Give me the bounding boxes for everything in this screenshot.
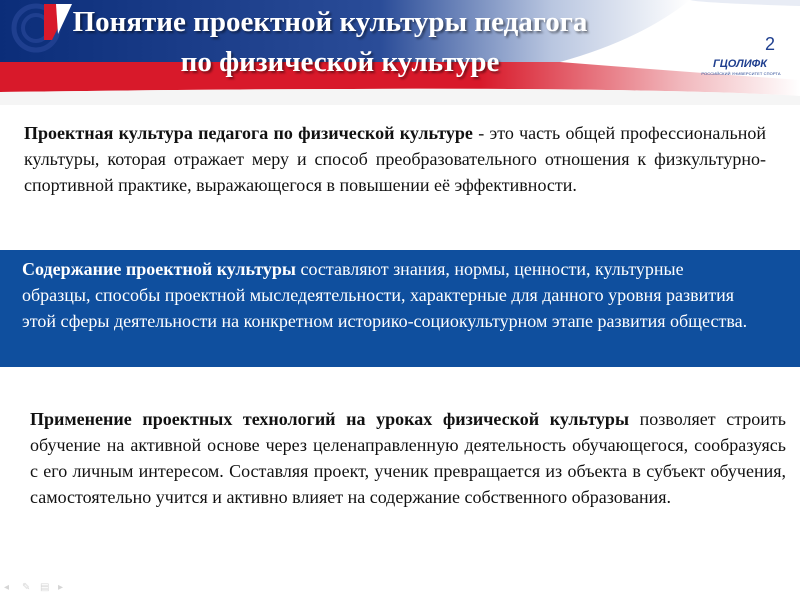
slide-title (0, 2, 660, 82)
logo-subtitle: РОССИЙСКИЙ УНИВЕРСИТЕТ СПОРТА (701, 71, 781, 76)
pen-icon[interactable]: ✎ (22, 582, 31, 593)
paragraph-application (30, 406, 786, 510)
paragraph-content-text: составляют знания, нормы, ценности, культурные образцы, способы проектной мыследеятельности, характерные для данного уровня развития этой сферы деятельности на конкретном историко-социокультурном этапе развития общества. (22, 259, 748, 331)
paragraph-application-text: позволяет строить обучение на активной основе через целенаправленную деятельность обучающегося, сообразуясь с его личным интересом. Составляя проект, ученик превращается из объекта в субъект обучения, самостоятельно учится и активно влияет на содержание собственного образования. (30, 409, 786, 507)
slide-navigation (4, 583, 70, 597)
paragraph-definition (24, 120, 766, 198)
logo-number: 2 (765, 34, 776, 54)
next-icon[interactable]: ▸ (58, 582, 64, 593)
menu-icon[interactable]: ▤ (40, 582, 50, 593)
university-logo-icon (0, 0, 88, 78)
logo-name: ГЦОЛИФК (712, 58, 767, 70)
header-band (0, 0, 800, 105)
title-line-1: Понятие проектной культуры педагога (72, 6, 588, 38)
paragraph-content (22, 256, 752, 334)
arrow-icon[interactable]: ◂ (4, 582, 10, 593)
paragraph-application-term: Применение проектных технологий на уроках физической культуры (30, 409, 629, 429)
paragraph-definition-text: - это часть общей профессиональной культуры, которая отражает меру и способ преобразовательного отношения к физкультурно-спортивной практике, выражающегося в повышении её эффективности. (24, 123, 766, 195)
paragraph-definition-term: Проектная культура педагога по физической культуре (24, 123, 473, 143)
paragraph-content-term: Содержание проектной культуры (22, 259, 296, 279)
title-line-2: по физической культуре (180, 46, 500, 78)
